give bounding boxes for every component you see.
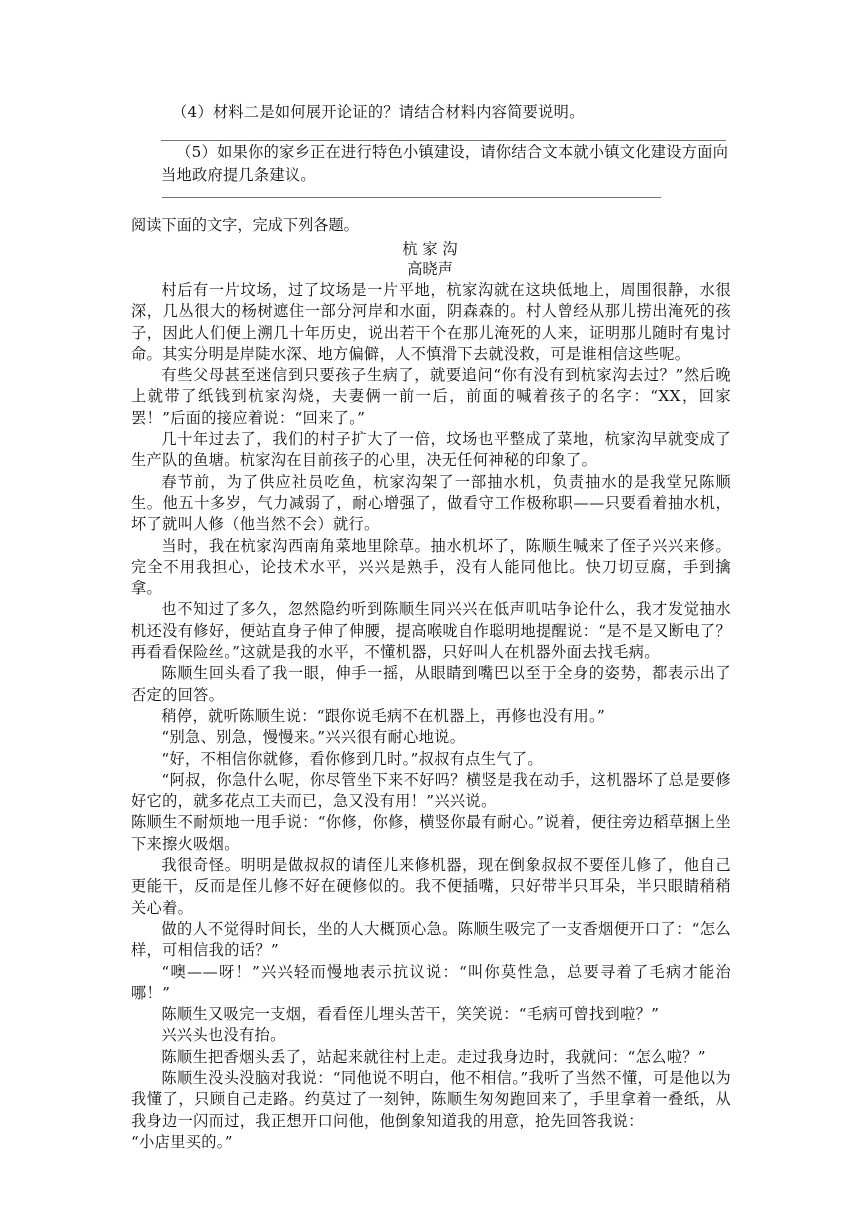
story-paragraph: 陈顺生没头没脑对我说：“同他说不明白，他不相信。”我听了当然不懂，可是他以为我懂了，只顾自己走路。约莫过了一刻钟，陈顺生匆匆跑回来了，手里拿着一叠纸，从我身边一闪而过，我正想开口问他，他倒象知道我的用意，抢先回答我说： — [131, 1068, 731, 1130]
story-paragraph: 春节前，为了供应社员吃鱼，杭家沟架了一部抽水机，负责抽水的是我堂兄陈顺生。他五十多岁，气力减弱了，耐心增强了，做看守工作极称职——只要看着抽水机，坏了就叫人修（他当然不会）就行。 — [131, 472, 731, 534]
story-paragraph: 陈顺生不耐烦地一甩手说：“你修，你修，横竖你最有耐心。”说着，便往旁边稻草捆上坐下来擦火吸烟。 — [131, 813, 731, 853]
answer-line-5 — [162, 197, 661, 198]
question-4: （4）材料二是如何展开论证的？请结合材料内容简要说明。 — [172, 103, 585, 121]
story-paragraph: 几十年过去了，我们的村子扩大了一倍，坟场也平整成了菜地，杭家沟早就变成了生产队的鱼塘。杭家沟在目前孩子的心里，决无任何神秘的印象了。 — [131, 430, 731, 470]
story-body — [131, 280, 731, 1153]
story-paragraph: “好，不相信你就修，看你修到几时。”叔叔有点生气了。 — [161, 749, 543, 768]
story-paragraph: “小店里买的。” — [131, 1132, 233, 1151]
story-paragraph: “阿叔，你急什么呢，你尽管坐下来不好吗？横竖是我在动手，这机器坏了总是要修好它的，就多花点工夫而已，急又没有用！”兴兴说。 — [131, 770, 731, 811]
story-title: 杭 家 沟 — [402, 240, 458, 258]
story-paragraph: 我很奇怪。明明是做叔叔的请侄儿来修机器，现在倒象叔叔不要侄儿修了，他自己更能干，反而是侄儿修不好在硬修似的。我不便插嘴，只好带半只耳朵，半只眼睛稍稍关心着。 — [131, 856, 731, 917]
story-paragraph: 陈顺生又吸完一支烟，看看侄儿埋头苦干，笑笑说：“毛病可曾找到啦？” — [161, 1005, 660, 1024]
story-paragraph: 兴兴头也没有抬。 — [161, 1026, 286, 1045]
story-paragraph: 陈顺生把香烟头丢了，站起来就往村上走。走过我身边时，我就问：“怎么啦？” — [161, 1047, 706, 1066]
story-paragraph: 有些父母甚至迷信到只要孩子生病了，就要追问“你有没有到杭家沟去过？”然后晚上就带了纸钱到杭家沟烧，夫妻俩一前一后，前面的喊着孩子的名字：“XX，回家罢！”后面的接应着说：“回来了。” — [131, 366, 731, 427]
reading-instruction: 阅读下面的文字，完成下列各题。 — [131, 216, 359, 234]
story-paragraph: 稍停，就听陈顺生说：“跟你说毛病不在机器上，再修也没有用。” — [161, 706, 606, 725]
story-author: 高晓声 — [407, 260, 453, 278]
story-paragraph: “别急、别急，慢慢来。”兴兴很有耐心地说。 — [161, 728, 466, 747]
story-paragraph: 村后有一片坟场，过了坟场是一片平地，杭家沟就在这块低地上，周围很静，水很深，几丛很大的杨树遮住一部分河岸和水面，阴森森的。村人曾经从那儿捞出淹死的孩子，因此人们便上溯几十年历史，说出若干个在那儿淹死的人来，证明那儿随时有鬼讨命。其实分明是岸陡水深、地方偏僻，人不慎滑下去就没救，可是谁相信这些呢。 — [131, 281, 731, 363]
story-paragraph: 当时，我在杭家沟西南角菜地里除草。抽水机坏了，陈顺生喊来了侄子兴兴来修。完全不用我担心，论技术水平，兴兴是熟手，没有人能同他比。快刀切豆腐，手到擒拿。 — [131, 536, 731, 598]
story-paragraph: 做的人不觉得时间长，坐的人大概顶心急。陈顺生吸完了一支香烟便开口了：“怎么样，可相信我的话？” — [131, 919, 731, 960]
story-paragraph: “噢——呀！”兴兴轻而慢地表示抗议说：“叫你莫性急，总要寻着了毛病才能治哪！” — [131, 962, 731, 1002]
question-5: （5）如果你的家乡正在进行特色小镇建设，请你结合文本就小镇文化建设方面向当地政府提几条建议。 — [161, 143, 729, 184]
story-paragraph: 陈顺生回头看了我一眼，伸手一摇，从眼睛到嘴巴以至于全身的姿势，都表示出了否定的回答。 — [131, 664, 731, 704]
story-paragraph: 也不知过了多久，忽然隐约听到陈顺生同兴兴在低声叽咕争论什么，我才发觉抽水机还没有修好，便站直身子伸了伸腰，提高喉咙自作聪明地提醒说：“是不是又断电了？再看看保险丝。”这就是我的水平，不懂机器，只好叫人在机器外面去找毛病。 — [131, 600, 731, 662]
